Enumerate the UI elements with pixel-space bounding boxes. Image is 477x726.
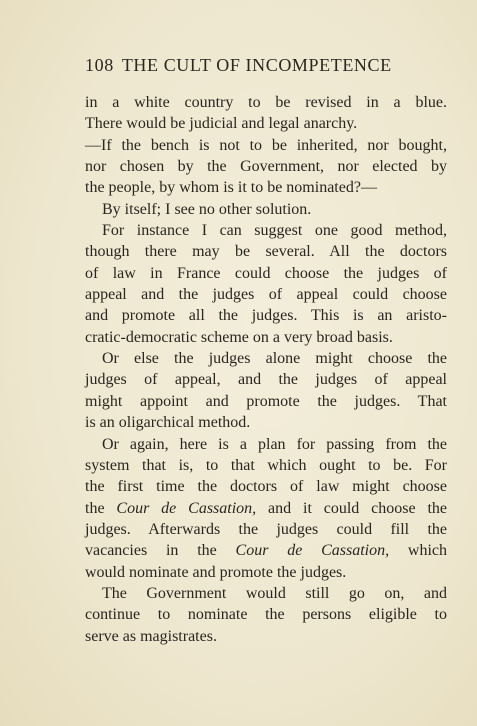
text-line: would nominate and promote the judges.: [85, 563, 347, 581]
italic-term: Cour de Cassation,: [116, 499, 257, 517]
text-line: in a white country to be revised in a blue.: [85, 94, 447, 111]
paragraph: [85, 135, 447, 199]
text-line: is an oligarchical method.: [85, 414, 251, 432]
paragraph: [85, 348, 447, 433]
text-line: For instance I can suggest one good method,: [102, 222, 447, 240]
text-line: the first time the doctors of law might choose: [85, 478, 447, 496]
page-number: 108: [85, 55, 114, 75]
text-line: There would be judicial and legal anarchy.: [85, 115, 358, 133]
text-line: appeal and the judges of appeal could choose: [85, 286, 447, 304]
text-line: though there may be several. All the doctors: [85, 243, 447, 261]
text-line: Or again, here is a plan for passing from the: [102, 435, 447, 453]
text-line: Or else the judges alone might choose the: [102, 350, 447, 368]
text-line: and promote all the judges. This is an aristo-: [85, 307, 447, 325]
italic-term: Cour de Cassation,: [235, 542, 390, 560]
running-title: THE CULT OF INCOMPETENCE: [121, 55, 392, 75]
paragraph: [85, 583, 447, 647]
page-body: [85, 92, 447, 647]
text-line: nor chosen by the Government, nor elected by: [85, 158, 447, 176]
text-run: the: [85, 499, 117, 517]
running-header: [85, 55, 447, 76]
text-line: By itself; I see no other solution.: [102, 200, 312, 218]
text-line: the people, by whom is it to be nominated?—: [85, 179, 377, 197]
text-line: might appoint and promote the judges. That: [85, 392, 447, 410]
text-line: —If the bench is not to be inherited, nor bought,: [85, 136, 447, 154]
text-line: of law in France could choose the judges of: [85, 264, 447, 282]
paragraph: [85, 220, 447, 348]
text-line: [85, 540, 447, 561]
text-line: judges of appeal, and the judges of appeal: [85, 371, 447, 389]
paragraph: [85, 434, 447, 583]
text-line: continue to nominate the persons eligible to: [85, 606, 447, 624]
text-run: which: [389, 542, 448, 560]
text-line: system that is, to that which ought to be. For: [85, 456, 447, 474]
paragraph: [85, 199, 447, 220]
text-run: and it could choose the: [256, 499, 448, 517]
text-line: The Government would still go on, and: [102, 584, 447, 602]
paragraph: [85, 92, 447, 135]
text-run: vacancies in the: [85, 542, 236, 560]
text-line: [85, 498, 447, 519]
text-line: serve as magistrates.: [85, 627, 217, 645]
text-line: cratic-democratic scheme on a very broad basis.: [85, 328, 393, 346]
text-line: judges. Afterwards the judges could fill the: [85, 520, 447, 538]
